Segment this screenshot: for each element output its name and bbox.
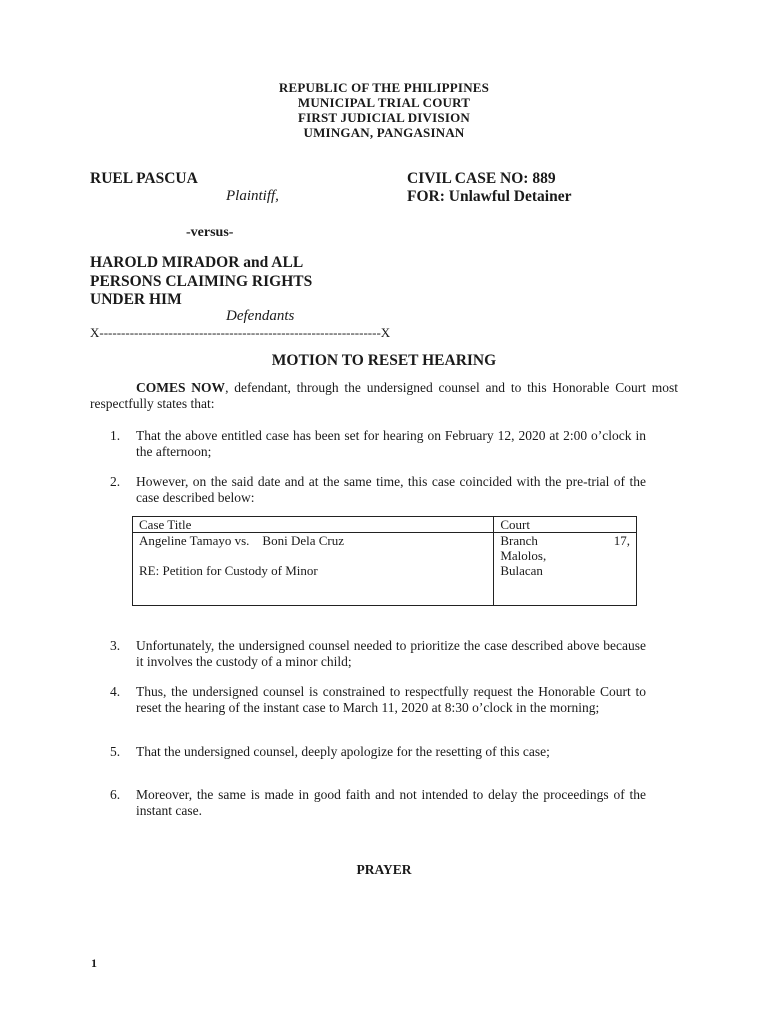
intro-paragraph (90, 380, 678, 411)
motion-title: MOTION TO RESET HEARING (271, 352, 497, 369)
defendant-role: Defendants (226, 308, 295, 324)
item-text: Moreover, the same is made in good faith and not intended to delay the proceedings of the instant case. (136, 787, 646, 818)
case-parties: Angeline Tamayo vs. Boni Dela Cruz (139, 533, 345, 548)
plaintiff-name: RUEL PASCUA (90, 170, 198, 187)
item-text: Thus, the undersigned counsel is constrained to respectfully request the Honorable Court to reset the hearing of the instant case to March 11, 2020 at 8:30 o’clock in the morning; (136, 684, 646, 715)
item-text: That the above entitled case has been set for hearing on February 12, 2020 at 2:00 o’clock in the afternoon; (136, 428, 646, 459)
table-header-case-title: Case Title (133, 517, 494, 533)
item-number: 1. (110, 428, 121, 443)
court-province: Bulacan (500, 563, 543, 578)
spacer (139, 548, 487, 563)
item-text: However, on the said date and at the same time, this case coincided with the pre-trial of the case described below: (136, 474, 646, 505)
table-header-row (133, 517, 637, 533)
table-cell-court (494, 533, 637, 606)
header-line-division: FIRST JUDICIAL DIVISION (298, 110, 470, 125)
defendant-line: UNDER HIM (90, 291, 182, 308)
item-number: 6. (110, 787, 121, 802)
table-cell-case-title (133, 533, 494, 606)
item-number: 4. (110, 684, 121, 699)
court-branch-line (500, 533, 630, 548)
item-text: That the undersigned counsel, deeply apologize for the resetting of this case; (136, 744, 550, 759)
court-city: Malolos, (500, 548, 547, 563)
versus-label: -versus- (186, 225, 234, 240)
defendant-line: PERSONS CLAIMING RIGHTS (90, 272, 313, 290)
prayer-heading: PRAYER (356, 862, 412, 877)
court-branch-number: 17, (613, 533, 630, 548)
table-header-court: Court (494, 517, 637, 533)
plaintiff-role: Plaintiff, (226, 188, 279, 204)
case-number: CIVIL CASE NO: 889 (407, 170, 556, 187)
case-subject: RE: Petition for Custody of Minor (139, 563, 318, 578)
table-row (133, 533, 637, 606)
item-number: 5. (110, 744, 121, 759)
defendant-names (90, 254, 312, 310)
court-branch-label: Branch (500, 533, 538, 548)
header-line-location: UMINGAN, PANGASINAN (303, 125, 465, 140)
header-line-republic: REPUBLIC OF THE PHILIPPINES (278, 80, 490, 95)
page-number: 1 (91, 956, 97, 970)
header-line-court: MUNICIPAL TRIAL COURT (297, 95, 471, 110)
caption-separator: X-----------------------------------------------------------------X (90, 325, 391, 340)
case-nature: FOR: Unlawful Detainer (407, 188, 572, 205)
item-number: 3. (110, 638, 121, 653)
court-header (0, 80, 768, 140)
item-text: Unfortunately, the undersigned counsel needed to prioritize the case described above because it involves the custody of a minor child; (136, 638, 646, 669)
item-number: 2. (110, 474, 121, 489)
case-table (132, 516, 637, 606)
intro-rest: , defendant, through the undersigned counsel and to this Honorable Court most respectfully states that: (90, 380, 678, 411)
intro-lead: COMES NOW (136, 380, 226, 395)
defendant-line: HAROLD MIRADOR and ALL (90, 254, 304, 271)
